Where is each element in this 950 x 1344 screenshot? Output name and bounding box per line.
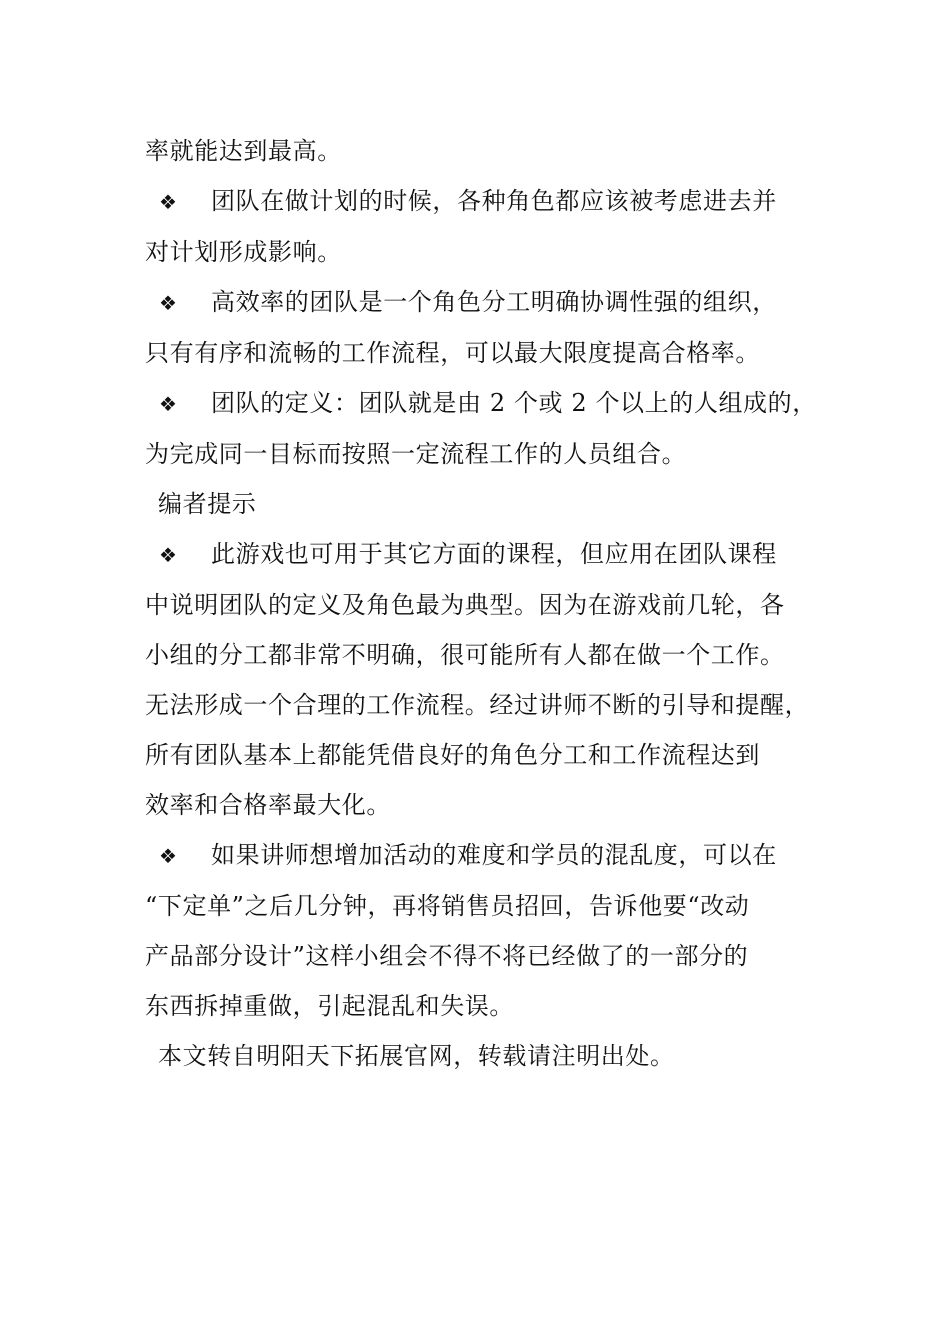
bullet-paragraph-4 (145, 378, 835, 479)
diamond-bullet-icon: ❖ (159, 190, 178, 214)
text-line: 东西拆掉重做，引起混乱和失误。 (145, 992, 514, 1020)
document-body (145, 126, 835, 1081)
text-line: ❖ 如果讲师想增加活动的难度和学员的混乱度，可以在 (145, 830, 835, 881)
text-line: 小组的分工都非常不明确，很可能所有人都在做一个工作。 (145, 641, 785, 669)
bullet-paragraph-3 (145, 277, 835, 378)
text-line: 中说明团队的定义及角色最为典型。因为在游戏前几轮，各 (145, 591, 785, 619)
text-line: ❖ 团队的定义：团队就是由 2 个或 2 个以上的人组成的， (145, 378, 835, 429)
text-line: 率就能达到最高。 (145, 137, 342, 165)
text-line: 对计划形成影响。 (145, 238, 342, 266)
text-line: ❖ 高效率的团队是一个角色分工明确协调性强的组织， (145, 277, 835, 328)
paragraph-1 (145, 126, 835, 176)
source-note (145, 1031, 835, 1081)
bullet-paragraph-6 (145, 529, 835, 830)
text-line: ❖ 此游戏也可用于其它方面的课程，但应用在团队课程 (145, 529, 835, 580)
text-line: 效率和合格率最大化。 (145, 791, 391, 819)
text-line: ❖ 团队在做计划的时候，各种角色都应该被考虑进去并 (145, 176, 835, 227)
text-line: 所有团队基本上都能凭借良好的角色分工和工作流程达到 (145, 741, 760, 769)
text-line: 无法形成一个合理的工作流程。经过讲师不断的引导和提醒， (145, 691, 810, 719)
text-line: “下定单”之后几分钟，再将销售员招回，告诉他要“改动 (145, 892, 750, 920)
text-line: 编者提示 (158, 490, 257, 518)
diamond-bullet-icon: ❖ (159, 844, 178, 868)
bullet-paragraph-7 (145, 830, 835, 1031)
diamond-bullet-icon: ❖ (159, 543, 178, 567)
bullet-paragraph-2 (145, 176, 835, 277)
diamond-bullet-icon: ❖ (159, 392, 178, 416)
text-line: 为完成同一目标而按照一定流程工作的人员组合。 (145, 440, 687, 468)
text-line: 只有有序和流畅的工作流程，可以最大限度提高合格率。 (145, 339, 760, 367)
text-line: 产品部分设计”这样小组会不得不将已经做了的一部分的 (145, 942, 749, 970)
text-line: 本文转自明阳天下拓展官网，转载请注明出处。 (158, 1042, 675, 1070)
diamond-bullet-icon: ❖ (159, 291, 178, 315)
section-heading-editor-notes (145, 479, 835, 529)
